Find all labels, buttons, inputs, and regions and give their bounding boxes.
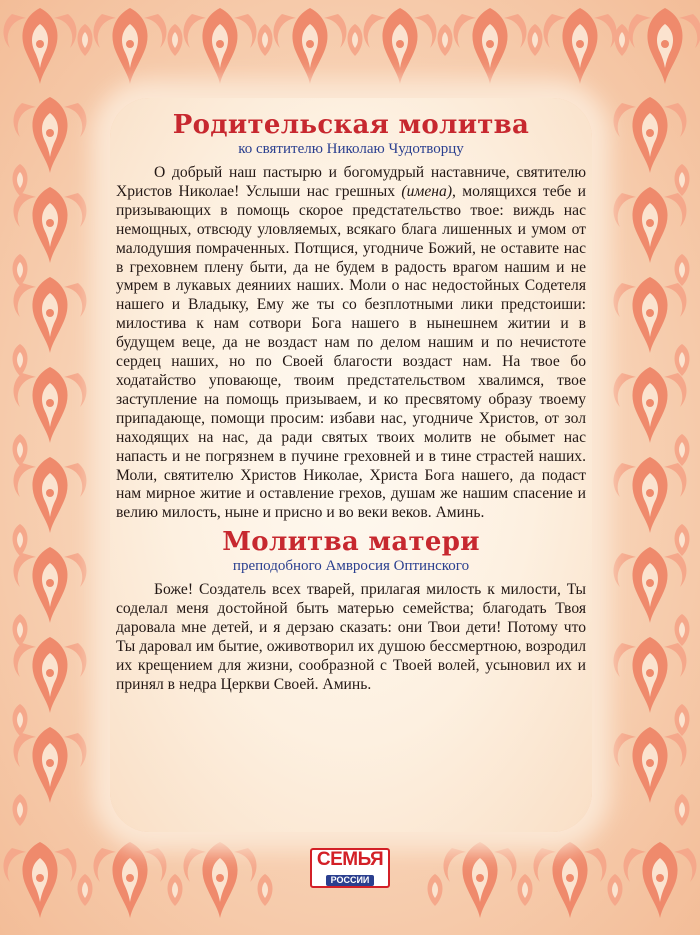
section1-text-part1: О добрый наш пастырю и богомудрый наставниче, святителю Христов Николае! Услыши нас грешных — [116, 164, 586, 200]
section-mother-prayer — [116, 527, 586, 694]
frame-left-column — [13, 97, 87, 826]
section2-title: Молитва матери — [222, 527, 480, 558]
frame-top-row — [4, 8, 700, 84]
section1-title: Родительская молитва — [172, 110, 530, 140]
section1-text — [116, 164, 586, 523]
frame-right-column — [614, 97, 690, 826]
logo-top-text: СЕМЬЯ — [316, 849, 384, 870]
prayer-content — [116, 110, 586, 695]
logo-bottom-text: РОССИИ — [326, 875, 375, 886]
section2-subtitle: преподобного Амвросия Оптинского — [232, 558, 470, 575]
section1-subtitle: ко святителю Николаю Чудотворцу — [238, 141, 464, 157]
section1-text-part2: , молящихся тебе и призывающих в помощь скорое предстательство твое: виждь нас немощных, отвсюду уловляемых, всякаго блага лишенных и умом от малодушия помраченных. Потщися, угодниче Божий, не оставите нас в греховнем плену быти, да не будем в радость врагом нашим и не умрем в лукавых деяниих наших. Моли о нас недостойных Содетеля нашего и Владыку, Ему же ты со безплотными лики предстоиши: милостива к нам сотвори Бога нашего в нынешнем житии и в будущем веце, да не воздаст нам по делом нашим и по нечистоте сердец наших, но по Своей благости воздаст нам. На твое бо ходатайство уповающе, твоим предстательством хвалимся, твое заступление на помощь призываем, и ко пресвятому образу твоему припадающе, помощи просим: избави нас, угодниче Христов, от зол находящих на нас, да ради святых твоих молитв не обымет нас напасть и не погрязнем в пучине греховней и в тине страстей наших. Моли, святителю Христов Николае, Христа Бога нашего, да подаст нам мирное житие и оставление грехов, душам же нашим спасение и велию милость, ныне и присно и во веки веков. Аминь. — [116, 182, 586, 522]
semya-rossii-logo — [310, 848, 390, 888]
section-parental-prayer — [116, 110, 586, 523]
section1-text-italic: (имена) — [401, 182, 453, 200]
section2-text: Боже! Создатель всех тварей, прилагая милость к милости, Ты соделал меня достойной быть матерью семейства; благодать Твоя даровала мне детей, и я дерзаю сказать: они Твои дети! Потому что Ты даровал им бытие, оживотворил их душою бессмертною, возродил их крещением для жизни, сообразной с Твоей волей, усыновил их и принял в недра Церкви Своей. Аминь. — [116, 581, 586, 693]
